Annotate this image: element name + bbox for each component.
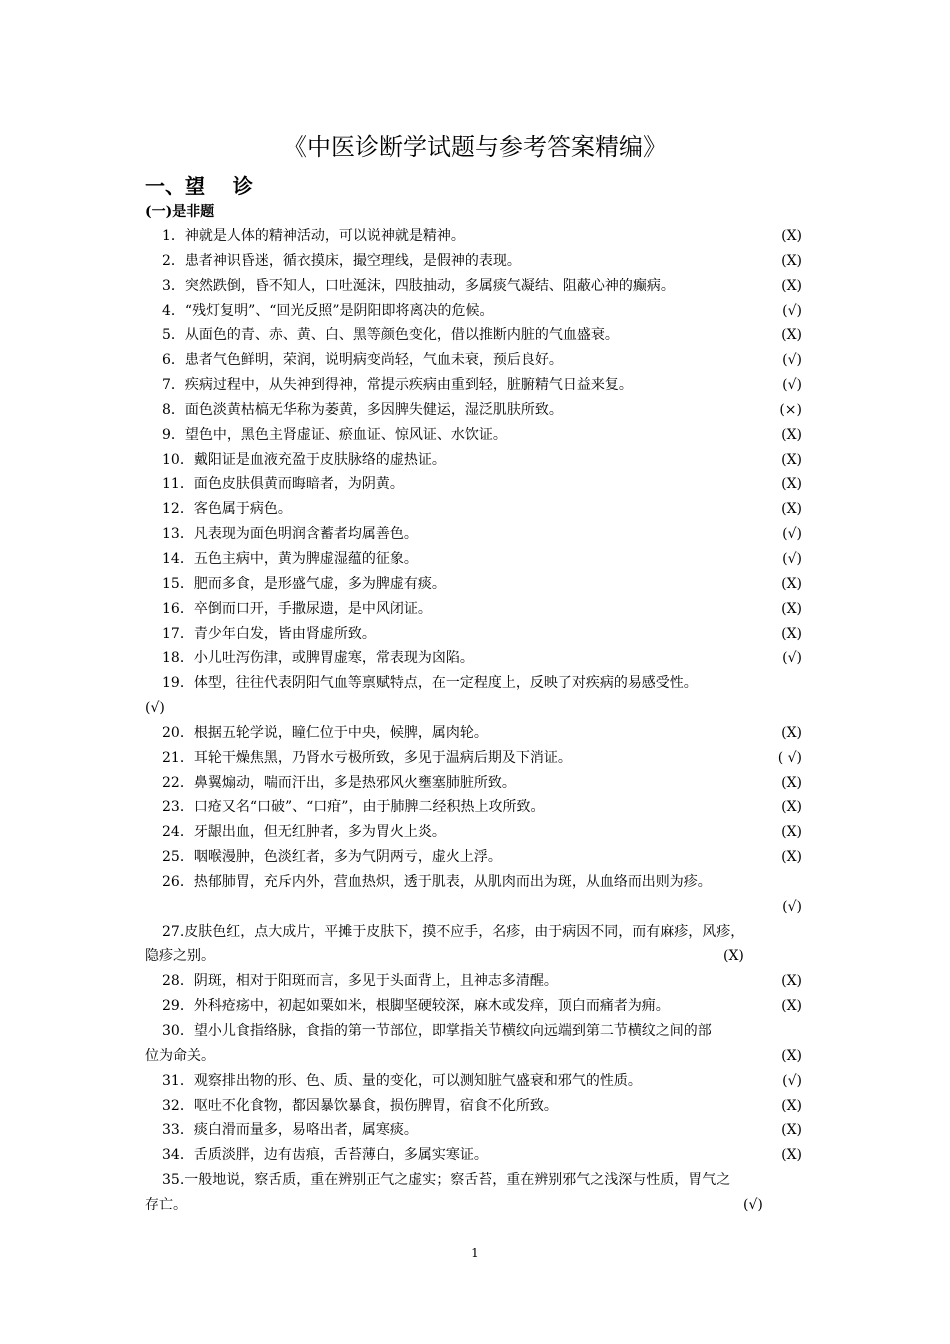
- question-text: 33．痰白滑而量多，易咯出者，属寒痰。: [162, 1122, 418, 1139]
- question-text: 10．戴阳证是血液充盈于皮肤脉络的虚热证。: [162, 451, 446, 468]
- question-text: 32．呕吐不化食物，都因暴饮暴食，损伤脾胃，宿食不化所致。: [162, 1097, 558, 1114]
- answer-mark: (X): [781, 451, 802, 468]
- answer-mark: (√): [782, 302, 802, 319]
- question-line: [145, 1044, 810, 1069]
- question-line: [145, 249, 810, 274]
- question-line: [145, 920, 810, 945]
- question-line: [145, 448, 810, 473]
- question-text: 18．小儿吐泻伤津，或脾胃虚寒，常表现为囟陷。: [162, 650, 474, 667]
- question-line: [145, 597, 810, 622]
- question-line: [145, 348, 810, 373]
- question-text: 3．突然跌倒，昏不知人，口吐涎沫，四肢抽动，多属痰气凝结、阻蔽心神的癫病。: [162, 277, 675, 294]
- question-line: [145, 572, 810, 597]
- question-text: 35.一般地说，察舌质，重在辨别正气之虚实；察舌苔，重在辨别邪气之浅深与性质，胃气之: [162, 1172, 731, 1189]
- answer-mark: (X): [781, 327, 802, 344]
- question-line: [145, 472, 810, 497]
- answer-mark: (√): [782, 352, 802, 369]
- question-line: [145, 696, 810, 721]
- question-line: [145, 795, 810, 820]
- question-text: 26．热郁肺胃，充斥内外，营血热炽，透于肌表，从肌肉而出为斑，从血络而出则为疹。: [162, 873, 712, 890]
- answer-mark: (X): [723, 948, 744, 965]
- answer-mark: (X): [781, 998, 802, 1015]
- question-text: 13．凡表现为面色明润含蓄者均属善色。: [162, 526, 418, 543]
- question-line: [145, 398, 810, 423]
- document-title: 《中医诊断学试题与参考答案精编》: [283, 133, 667, 161]
- question-text: 28．阴斑，相对于阳斑而言，多见于头面背上，且神志多清醒。: [162, 973, 558, 990]
- answer-mark: (X): [781, 1147, 802, 1164]
- question-text: 24．牙龈出血，但无红肿者，多为胃火上炎。: [162, 824, 446, 841]
- question-line: [145, 646, 810, 671]
- question-line: [145, 870, 810, 895]
- answer-mark: (√): [743, 1196, 763, 1213]
- answer-mark: (√): [782, 550, 802, 567]
- answer-mark: (X): [781, 973, 802, 990]
- question-text: 34．舌质淡胖，边有齿痕，舌苔薄白，多属实寒证。: [162, 1147, 488, 1164]
- question-line: [145, 423, 810, 448]
- question-text: 30．望小儿食指络脉，食指的第一节部位，即掌指关节横纹向远端到第二节横纹之间的部: [162, 1023, 712, 1039]
- question-text: 隐疹之别。: [145, 948, 215, 965]
- question-line: [145, 721, 810, 746]
- question-line: [145, 994, 810, 1019]
- question-line: [145, 323, 810, 348]
- question-text: 2．患者神识昏迷，循衣摸床，撮空理线，是假神的表现。: [162, 252, 521, 269]
- question-text: 存亡。: [145, 1196, 187, 1213]
- answer-mark: (X): [781, 600, 802, 617]
- answer-mark: (X): [781, 724, 802, 741]
- question-text: 19．体型，往往代表阴阳气血等禀赋特点，在一定程度上，反映了对疾病的易感受性。: [162, 675, 698, 692]
- question-line: [145, 299, 810, 324]
- question-text: 21．耳轮干燥焦黑，乃肾水亏极所致，多见于温病后期及下消证。: [162, 749, 572, 766]
- question-text: 4．“残灯复明”、“回光反照”是阴阳即将离决的危候。: [162, 302, 494, 319]
- answer-mark: (√): [782, 526, 802, 543]
- question-text: 6．患者气色鲜明，荣润，说明病变尚轻，气血未衰，预后良好。: [162, 352, 563, 369]
- question-text: 23．口疮又名“口破”、“口疳”，由于肺脾二经积热上攻所致。: [162, 799, 545, 816]
- question-line: [145, 1193, 810, 1218]
- answer-mark: (X): [781, 575, 802, 592]
- question-line: [145, 1069, 810, 1094]
- answer-mark: (X): [781, 1097, 802, 1114]
- question-line: [145, 274, 810, 299]
- question-text: 1．神就是人体的精神活动，可以说神就是精神。: [162, 228, 465, 244]
- question-text: 9．望色中，黑色主肾虚证、瘀血证、惊风证、水饮证。: [162, 426, 507, 443]
- question-line: [145, 895, 810, 920]
- question-text: 12．客色属于病色。: [162, 501, 292, 518]
- subsection-heading: (一)是非题: [145, 204, 215, 220]
- answer-mark: (√): [782, 377, 802, 394]
- answer-mark: (X): [781, 799, 802, 816]
- question-text: 位为命关。: [145, 1047, 215, 1064]
- answer-mark: (X): [781, 774, 802, 791]
- question-text: 25．咽喉漫肿，色淡红者，多为气阴两亏，虚火上浮。: [162, 849, 502, 866]
- question-line: [145, 1094, 810, 1119]
- answer-mark: (√): [782, 650, 802, 667]
- question-text: 11．面色皮肤俱黄而晦暗者，为阴黄。: [162, 476, 404, 493]
- question-text: 22．鼻翼煽动，喘而汗出，多是热邪风火壅塞肺脏所致。: [162, 774, 516, 791]
- question-text: 14．五色主病中，黄为脾虚湿蕴的征象。: [162, 550, 418, 567]
- answer-mark: (×): [779, 401, 802, 418]
- answer-mark: (X): [781, 501, 802, 518]
- answer-mark: (X): [781, 426, 802, 443]
- page-number: 1: [471, 1246, 479, 1260]
- question-list: [145, 224, 810, 1218]
- answer-mark: (X): [781, 824, 802, 841]
- question-line: [145, 944, 810, 969]
- question-text: (√): [145, 700, 165, 717]
- question-line: [145, 1019, 810, 1044]
- answer-mark: (X): [781, 252, 802, 269]
- question-text: 16．卒倒而口开，手撒尿遗，是中风闭证。: [162, 600, 432, 617]
- question-text: 7．疾病过程中，从失神到得神，常提示疾病由重到轻，脏腑精气日益来复。: [162, 377, 633, 394]
- answer-mark: (X): [781, 625, 802, 642]
- question-line: [145, 622, 810, 647]
- question-line: [145, 671, 810, 696]
- question-text: 20．根据五轮学说，瞳仁位于中央，候脾，属肉轮。: [162, 724, 488, 741]
- answer-mark: (X): [781, 228, 802, 244]
- question-line: [145, 373, 810, 398]
- question-line: [145, 497, 810, 522]
- question-text: 15．肥而多食，是形盛气虚，多为脾虚有痰。: [162, 575, 446, 592]
- section-heading: 一、望 诊: [145, 174, 253, 198]
- answer-mark: (X): [781, 277, 802, 294]
- question-line: [145, 746, 810, 771]
- question-line: [145, 1168, 810, 1193]
- question-line: [145, 547, 810, 572]
- answer-mark: ( √): [777, 749, 802, 766]
- question-text: 31．观察排出物的形、色、质、量的变化，可以测知脏气盛衰和邪气的性质。: [162, 1072, 642, 1089]
- question-line: [145, 771, 810, 796]
- question-text: 27.皮肤色红，点大成片，平摊于皮肤下，摸不应手，名疹，由于病因不同，而有麻疹，风疹，: [162, 923, 745, 940]
- answer-mark: (X): [781, 476, 802, 493]
- question-line: [145, 1118, 810, 1143]
- answer-mark: (√): [782, 898, 802, 915]
- question-text: 8．面色淡黄枯槁无华称为萎黄，多因脾失健运，湿泛肌肤所致。: [162, 401, 563, 418]
- question-line: [145, 845, 810, 870]
- answer-mark: (X): [781, 1047, 802, 1064]
- question-line: [145, 1143, 810, 1168]
- answer-mark: (X): [781, 849, 802, 866]
- answer-mark: (√): [782, 1072, 802, 1089]
- question-line: [145, 522, 810, 547]
- question-line: [145, 820, 810, 845]
- question-line: [145, 224, 810, 249]
- question-line: [145, 969, 810, 994]
- question-text: 17．青少年白发，皆由肾虚所致。: [162, 625, 376, 642]
- question-text: 29．外科疮疡中，初起如粟如米，根脚坚硬较深，麻木或发痒，顶白而痛者为痈。: [162, 998, 670, 1015]
- answer-mark: (X): [781, 1122, 802, 1139]
- question-text: 5．从面色的青、赤、黄、白、黑等颜色变化，借以推断内脏的气血盛衰。: [162, 327, 619, 344]
